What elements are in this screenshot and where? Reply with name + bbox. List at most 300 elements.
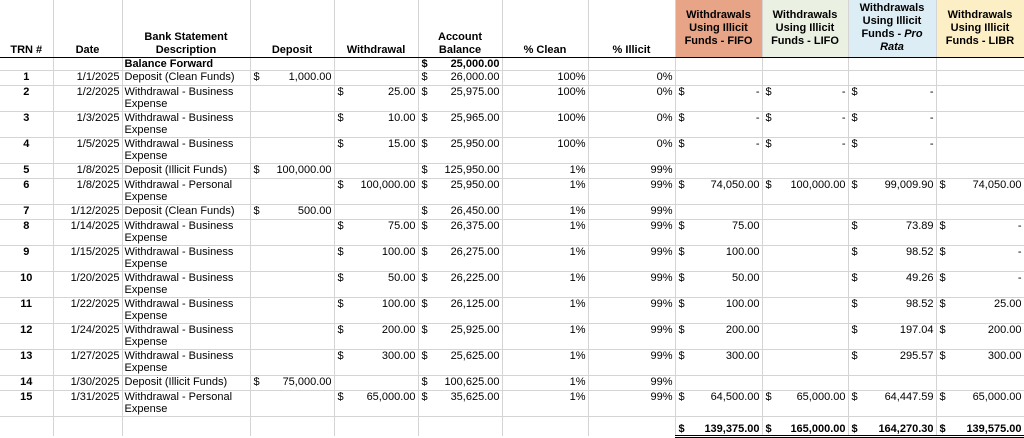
cell-illicit-percent[interactable]: 99% xyxy=(588,323,675,349)
cell-date[interactable]: 1/3/2025 xyxy=(53,111,122,137)
cell-deposit[interactable] xyxy=(250,390,334,416)
currency-symbol: $ xyxy=(421,349,428,362)
cell-date[interactable]: 1/14/2025 xyxy=(53,219,122,245)
cell-fifo[interactable] xyxy=(675,390,762,416)
cell-libr[interactable] xyxy=(936,323,1024,349)
header-deposit[interactable]: Deposit xyxy=(250,0,334,57)
cell-clean-percent[interactable]: 1% xyxy=(502,349,588,375)
cell-withdrawal-value: 15.00 xyxy=(387,137,416,150)
cell-pro-rata-value: 64,447.59 xyxy=(884,390,934,403)
currency-symbol: $ xyxy=(939,323,946,336)
cell-description[interactable]: Withdrawal - Business Expense xyxy=(122,323,250,349)
cell-illicit-percent[interactable]: 0% xyxy=(588,85,675,111)
cell-fifo[interactable] xyxy=(675,297,762,323)
table-row xyxy=(0,390,1024,416)
cell-account-balance-value: 26,375.00 xyxy=(450,219,500,232)
cell-deposit[interactable] xyxy=(250,163,334,178)
cell-account-balance-value: 26,275.00 xyxy=(450,245,500,258)
cell-pro-rata[interactable] xyxy=(848,204,936,219)
cell-libr[interactable] xyxy=(936,297,1024,323)
cell-account-balance[interactable] xyxy=(418,375,502,390)
cell-account-balance-value: 26,000.00 xyxy=(450,70,500,83)
cell-illicit-percent[interactable]: 0% xyxy=(588,137,675,163)
cell-illicit-percent[interactable]: 99% xyxy=(588,163,675,178)
cell-clean-percent[interactable]: 100% xyxy=(502,111,588,137)
cell-description[interactable]: Withdrawal - Business Expense xyxy=(122,219,250,245)
cell-illicit-percent[interactable]: 99% xyxy=(588,204,675,219)
currency-symbol: $ xyxy=(851,349,858,362)
cell-withdrawal[interactable] xyxy=(334,349,418,375)
cell-deposit[interactable] xyxy=(250,323,334,349)
cell-illicit[interactable] xyxy=(588,57,675,70)
cell-pro-rata-value: 99,009.90 xyxy=(884,178,934,191)
cell-account-balance[interactable] xyxy=(418,163,502,178)
table-row xyxy=(0,219,1024,245)
cell-libr[interactable] xyxy=(936,375,1024,390)
cell-libr[interactable] xyxy=(936,204,1024,219)
cell-lifo[interactable] xyxy=(762,137,848,163)
cell-description[interactable]: Deposit (Illicit Funds) xyxy=(122,375,250,390)
cell-date[interactable]: 1/20/2025 xyxy=(53,271,122,297)
cell-pro-rata[interactable] xyxy=(848,390,936,416)
currency-symbol: $ xyxy=(765,137,772,150)
currency-symbol: $ xyxy=(421,163,428,176)
cell-pro-rata[interactable] xyxy=(848,219,936,245)
cell-lifo[interactable] xyxy=(762,349,848,375)
currency-symbol: $ xyxy=(678,349,685,362)
cell-libr[interactable] xyxy=(936,390,1024,416)
cell-date[interactable]: 1/22/2025 xyxy=(53,297,122,323)
cell-libr[interactable] xyxy=(936,137,1024,163)
cell-account-balance-value: 25,625.00 xyxy=(450,349,500,362)
cell-pro-rata[interactable] xyxy=(848,163,936,178)
cell-pro-rata[interactable] xyxy=(848,111,936,137)
cell-empty[interactable] xyxy=(502,416,588,436)
cell-clean-percent[interactable]: 1% xyxy=(502,178,588,204)
currency-symbol: $ xyxy=(337,390,344,403)
cell-libr[interactable] xyxy=(936,57,1024,70)
cell-account-balance-value: 35,625.00 xyxy=(450,390,500,403)
cell-trn[interactable]: 7 xyxy=(0,204,53,219)
cell-lifo[interactable] xyxy=(762,375,848,390)
cell-libr[interactable] xyxy=(936,111,1024,137)
cell-pro-rata[interactable] xyxy=(848,57,936,70)
currency-symbol: $ xyxy=(337,297,344,310)
cell-withdrawal-value: 50.00 xyxy=(387,271,416,284)
header-trn[interactable]: TRN # xyxy=(0,0,53,57)
cell-pro-rata-value: 197.04 xyxy=(899,323,934,336)
cell-fifo-value: - xyxy=(755,137,760,150)
cell-lifo[interactable] xyxy=(762,204,848,219)
cell-date[interactable]: 1/5/2025 xyxy=(53,137,122,163)
cell-description[interactable]: Withdrawal - Business Expense xyxy=(122,297,250,323)
cell-pro-rata-value: 49.26 xyxy=(905,271,934,284)
header-withdrawal[interactable]: Withdrawal xyxy=(334,0,418,57)
cell-empty[interactable] xyxy=(0,416,53,436)
cell-date[interactable]: 1/31/2025 xyxy=(53,390,122,416)
cell-libr[interactable] xyxy=(936,271,1024,297)
currency-symbol: $ xyxy=(851,297,858,310)
cell-withdrawal[interactable] xyxy=(334,85,418,111)
cell-withdrawal[interactable] xyxy=(334,245,418,271)
cell-clean[interactable] xyxy=(502,57,588,70)
cell-account-balance[interactable] xyxy=(418,70,502,85)
currency-symbol: $ xyxy=(939,349,946,362)
cell-deposit[interactable] xyxy=(250,70,334,85)
cell-fifo[interactable] xyxy=(675,323,762,349)
total-lifo-value: 165,000.00 xyxy=(790,422,846,435)
balance-forward-label[interactable]: Balance Forward xyxy=(122,57,250,70)
currency-symbol: $ xyxy=(253,70,260,83)
cell-illicit-percent[interactable]: 99% xyxy=(588,219,675,245)
cell-withdrawal[interactable] xyxy=(334,70,418,85)
cell-empty[interactable] xyxy=(122,416,250,436)
cell-empty[interactable] xyxy=(334,416,418,436)
cell-lifo[interactable] xyxy=(762,111,848,137)
currency-symbol: $ xyxy=(678,245,685,258)
total-libr-value: 139,575.00 xyxy=(966,422,1022,435)
currency-symbol: $ xyxy=(765,111,772,124)
currency-symbol: $ xyxy=(851,219,858,232)
cell-pro-rata[interactable] xyxy=(848,323,936,349)
cell-clean-percent[interactable]: 1% xyxy=(502,163,588,178)
cell-illicit-percent[interactable]: 99% xyxy=(588,271,675,297)
cell-description[interactable]: Withdrawal - Business Expense xyxy=(122,245,250,271)
cell-date[interactable]: 1/15/2025 xyxy=(53,245,122,271)
cell-deposit[interactable] xyxy=(250,137,334,163)
cell-fifo-value: 300.00 xyxy=(725,349,760,362)
currency-symbol: $ xyxy=(851,390,858,403)
cell-pro-rata-value: - xyxy=(929,137,934,150)
header-libr[interactable]: Withdrawals Using Illicit Funds - LIBR xyxy=(936,0,1024,57)
cell-illicit-percent[interactable]: 0% xyxy=(588,111,675,137)
cell-account-balance[interactable] xyxy=(418,85,502,111)
cell-account-balance[interactable] xyxy=(418,111,502,137)
cell-fifo[interactable] xyxy=(675,375,762,390)
cell-libr[interactable] xyxy=(936,70,1024,85)
cell-description[interactable]: Withdrawal - Personal Expense xyxy=(122,390,250,416)
cell-pro-rata[interactable] xyxy=(848,375,936,390)
cell-illicit-percent[interactable]: 99% xyxy=(588,178,675,204)
cell-deposit[interactable] xyxy=(250,178,334,204)
header-illicit-percent[interactable]: % Illicit xyxy=(588,0,675,57)
cell-description[interactable]: Deposit (Clean Funds) xyxy=(122,70,250,85)
cell-withdrawal[interactable] xyxy=(334,57,418,70)
cell-trn[interactable]: 13 xyxy=(0,349,53,375)
cell-fifo[interactable] xyxy=(675,137,762,163)
currency-symbol: $ xyxy=(421,390,428,403)
cell-account-balance[interactable] xyxy=(418,204,502,219)
cell-lifo[interactable] xyxy=(762,163,848,178)
cell-clean-percent[interactable]: 1% xyxy=(502,297,588,323)
cell-account-balance-value: 26,125.00 xyxy=(450,297,500,310)
cell-account-balance[interactable] xyxy=(418,271,502,297)
table-row xyxy=(0,375,1024,390)
cell-lifo[interactable] xyxy=(762,70,848,85)
cell-account-balance[interactable] xyxy=(418,349,502,375)
cell-deposit[interactable] xyxy=(250,85,334,111)
cell-lifo[interactable] xyxy=(762,219,848,245)
cell-trn[interactable]: 4 xyxy=(0,137,53,163)
cell-description[interactable]: Withdrawal - Business Expense xyxy=(122,349,250,375)
cell-lifo[interactable] xyxy=(762,271,848,297)
cell-deposit[interactable] xyxy=(250,375,334,390)
cell-withdrawal[interactable] xyxy=(334,204,418,219)
cell-clean-percent[interactable]: 1% xyxy=(502,271,588,297)
cell-account-balance-value: 100,625.00 xyxy=(444,375,500,388)
cell-description[interactable]: Deposit (Clean Funds) xyxy=(122,204,250,219)
cell-deposit[interactable] xyxy=(250,204,334,219)
cell-fifo-value: 50.00 xyxy=(731,271,760,284)
balance-forward-amount[interactable] xyxy=(418,57,502,70)
cell-fifo[interactable] xyxy=(675,85,762,111)
currency-symbol: $ xyxy=(337,245,344,258)
cell-clean-percent[interactable]: 100% xyxy=(502,70,588,85)
cell-clean-percent[interactable]: 1% xyxy=(502,219,588,245)
cell-withdrawal[interactable] xyxy=(334,323,418,349)
cell-trn[interactable]: 15 xyxy=(0,390,53,416)
currency-symbol: $ xyxy=(851,85,858,98)
cell-trn[interactable]: 6 xyxy=(0,178,53,204)
cell-deposit[interactable] xyxy=(250,111,334,137)
currency-symbol: $ xyxy=(939,422,946,435)
cell-pro-rata[interactable] xyxy=(848,85,936,111)
currency-symbol: $ xyxy=(337,111,344,124)
total-fifo[interactable] xyxy=(675,416,762,436)
currency-symbol: $ xyxy=(337,271,344,284)
cell-trn[interactable]: 9 xyxy=(0,245,53,271)
cell-lifo[interactable] xyxy=(762,390,848,416)
total-pro-rata[interactable] xyxy=(848,416,936,436)
cell-withdrawal[interactable] xyxy=(334,271,418,297)
currency-symbol: $ xyxy=(765,390,772,403)
cell-deposit[interactable] xyxy=(250,349,334,375)
cell-fifo[interactable] xyxy=(675,271,762,297)
table-row xyxy=(0,178,1024,204)
header-date[interactable]: Date xyxy=(53,0,122,57)
cell-withdrawal[interactable] xyxy=(334,163,418,178)
cell-date[interactable]: 1/2/2025 xyxy=(53,85,122,111)
cell-fifo[interactable] xyxy=(675,178,762,204)
cell-clean-percent[interactable]: 1% xyxy=(502,204,588,219)
cell-withdrawal[interactable] xyxy=(334,297,418,323)
cell-trn[interactable] xyxy=(0,57,53,70)
cell-clean-percent[interactable]: 1% xyxy=(502,390,588,416)
cell-pro-rata[interactable] xyxy=(848,245,936,271)
cell-deposit[interactable] xyxy=(250,297,334,323)
cell-lifo[interactable] xyxy=(762,85,848,111)
cell-date[interactable]: 1/24/2025 xyxy=(53,323,122,349)
currency-symbol: $ xyxy=(678,323,685,336)
cell-deposit[interactable] xyxy=(250,219,334,245)
cell-lifo[interactable] xyxy=(762,178,848,204)
cell-fifo[interactable] xyxy=(675,204,762,219)
cell-date[interactable]: 1/8/2025 xyxy=(53,178,122,204)
currency-symbol: $ xyxy=(421,137,428,150)
cell-account-balance-value: 25,925.00 xyxy=(450,323,500,336)
currency-symbol: $ xyxy=(421,178,428,191)
cell-libr[interactable] xyxy=(936,245,1024,271)
cell-pro-rata[interactable] xyxy=(848,297,936,323)
currency-symbol: $ xyxy=(851,323,858,336)
cell-pro-rata[interactable] xyxy=(848,70,936,85)
header-pro-rata[interactable] xyxy=(848,0,936,57)
cell-trn[interactable]: 14 xyxy=(0,375,53,390)
cell-trn[interactable]: 1 xyxy=(0,70,53,85)
cell-account-balance[interactable] xyxy=(418,178,502,204)
cell-account-balance[interactable] xyxy=(418,137,502,163)
cell-lifo-value: - xyxy=(841,137,846,150)
cell-withdrawal[interactable] xyxy=(334,375,418,390)
cell-trn[interactable]: 3 xyxy=(0,111,53,137)
cell-empty[interactable] xyxy=(250,416,334,436)
cell-clean-percent[interactable]: 1% xyxy=(502,323,588,349)
cell-illicit-percent[interactable]: 99% xyxy=(588,245,675,271)
cell-description[interactable]: Deposit (Illicit Funds) xyxy=(122,163,250,178)
cell-pro-rata[interactable] xyxy=(848,271,936,297)
cell-deposit[interactable] xyxy=(250,271,334,297)
cell-fifo[interactable] xyxy=(675,111,762,137)
cell-date[interactable]: 1/27/2025 xyxy=(53,349,122,375)
cell-lifo[interactable] xyxy=(762,323,848,349)
cell-libr[interactable] xyxy=(936,219,1024,245)
cell-withdrawal-value: 75.00 xyxy=(387,219,416,232)
currency-symbol: $ xyxy=(421,375,428,388)
header-fifo[interactable]: Withdrawals Using Illicit Funds - FIFO xyxy=(675,0,762,57)
currency-symbol: $ xyxy=(851,111,858,124)
cell-deposit-value: 100,000.00 xyxy=(276,163,332,176)
currency-symbol: $ xyxy=(421,70,428,83)
currency-symbol: $ xyxy=(939,219,946,232)
cell-fifo[interactable] xyxy=(675,349,762,375)
cell-trn[interactable]: 11 xyxy=(0,297,53,323)
cell-withdrawal[interactable] xyxy=(334,137,418,163)
table-row xyxy=(0,323,1024,349)
cell-libr[interactable] xyxy=(936,85,1024,111)
statement-body xyxy=(0,57,1024,416)
total-lifo[interactable] xyxy=(762,416,848,436)
cell-clean-percent[interactable]: 1% xyxy=(502,375,588,390)
cell-fifo[interactable] xyxy=(675,57,762,70)
currency-symbol: $ xyxy=(939,245,946,258)
cell-description[interactable]: Withdrawal - Business Expense xyxy=(122,85,250,111)
currency-symbol: $ xyxy=(421,204,428,217)
cell-fifo-value: 74,050.00 xyxy=(710,178,760,191)
currency-symbol: $ xyxy=(851,245,858,258)
cell-deposit[interactable] xyxy=(250,57,334,70)
cell-libr[interactable] xyxy=(936,163,1024,178)
header-pro-rata-emphasis: Pro Rata xyxy=(880,28,923,54)
cell-withdrawal-value: 100.00 xyxy=(381,245,416,258)
cell-clean-percent[interactable]: 100% xyxy=(502,137,588,163)
cell-account-balance-value: 25,965.00 xyxy=(450,111,500,124)
currency-symbol: $ xyxy=(851,271,858,284)
cell-trn[interactable]: 8 xyxy=(0,219,53,245)
cell-description[interactable]: Withdrawal - Business Expense xyxy=(122,137,250,163)
cell-illicit-percent[interactable]: 99% xyxy=(588,390,675,416)
table-row xyxy=(0,137,1024,163)
cell-trn[interactable]: 12 xyxy=(0,323,53,349)
header-clean-percent[interactable]: % Clean xyxy=(502,0,588,57)
header-account-balance[interactable]: Account Balance xyxy=(418,0,502,57)
cell-date[interactable]: 1/1/2025 xyxy=(53,70,122,85)
currency-symbol: $ xyxy=(939,390,946,403)
cell-description[interactable]: Withdrawal - Personal Expense xyxy=(122,178,250,204)
cell-fifo[interactable] xyxy=(675,163,762,178)
currency-symbol: $ xyxy=(421,297,428,310)
currency-symbol: $ xyxy=(678,85,685,98)
cell-pro-rata[interactable] xyxy=(848,137,936,163)
cell-date[interactable]: 1/12/2025 xyxy=(53,204,122,219)
cell-clean-percent[interactable]: 100% xyxy=(502,85,588,111)
cell-illicit-percent[interactable]: 99% xyxy=(588,375,675,390)
cell-fifo[interactable] xyxy=(675,245,762,271)
cell-lifo[interactable] xyxy=(762,297,848,323)
header-lifo[interactable]: Withdrawals Using Illicit Funds - LIFO xyxy=(762,0,848,57)
cell-trn[interactable]: 5 xyxy=(0,163,53,178)
cell-trn[interactable]: 10 xyxy=(0,271,53,297)
cell-libr[interactable] xyxy=(936,349,1024,375)
cell-illicit-percent[interactable]: 99% xyxy=(588,297,675,323)
cell-lifo[interactable] xyxy=(762,57,848,70)
cell-account-balance[interactable] xyxy=(418,297,502,323)
cell-libr[interactable] xyxy=(936,178,1024,204)
total-libr[interactable] xyxy=(936,416,1024,436)
cell-description[interactable]: Withdrawal - Business Expense xyxy=(122,271,250,297)
cell-date[interactable]: 1/8/2025 xyxy=(53,163,122,178)
cell-date[interactable]: 1/30/2025 xyxy=(53,375,122,390)
currency-symbol: $ xyxy=(678,422,685,435)
cell-account-balance[interactable] xyxy=(418,390,502,416)
header-description[interactable]: Bank Statement Description xyxy=(122,0,250,57)
cell-deposit-value: 500.00 xyxy=(297,204,332,217)
cell-withdrawal[interactable] xyxy=(334,111,418,137)
cell-empty[interactable] xyxy=(418,416,502,436)
cell-deposit[interactable] xyxy=(250,245,334,271)
cell-date[interactable] xyxy=(53,57,122,70)
cell-clean-percent[interactable]: 1% xyxy=(502,245,588,271)
cell-account-balance[interactable] xyxy=(418,323,502,349)
cell-trn[interactable]: 2 xyxy=(0,85,53,111)
cell-withdrawal[interactable] xyxy=(334,390,418,416)
cell-illicit-percent[interactable]: 0% xyxy=(588,70,675,85)
cell-pro-rata[interactable] xyxy=(848,349,936,375)
cell-account-balance[interactable] xyxy=(418,245,502,271)
cell-deposit-value: 75,000.00 xyxy=(282,375,332,388)
currency-symbol: $ xyxy=(253,375,260,388)
cell-pro-rata[interactable] xyxy=(848,178,936,204)
cell-withdrawal[interactable] xyxy=(334,219,418,245)
cell-empty[interactable] xyxy=(53,416,122,436)
currency-symbol: $ xyxy=(939,271,946,284)
cell-lifo[interactable] xyxy=(762,245,848,271)
cell-fifo[interactable] xyxy=(675,219,762,245)
currency-symbol: $ xyxy=(421,245,428,258)
cell-libr-value: 65,000.00 xyxy=(972,390,1022,403)
table-row xyxy=(0,111,1024,137)
currency-symbol: $ xyxy=(421,111,428,124)
cell-fifo[interactable] xyxy=(675,70,762,85)
cell-account-balance[interactable] xyxy=(418,219,502,245)
cell-illicit-percent[interactable]: 99% xyxy=(588,349,675,375)
cell-withdrawal[interactable] xyxy=(334,178,418,204)
currency-symbol: $ xyxy=(253,163,260,176)
cell-empty[interactable] xyxy=(588,416,675,436)
currency-symbol: $ xyxy=(337,219,344,232)
cell-description[interactable]: Withdrawal - Business Expense xyxy=(122,111,250,137)
currency-symbol: $ xyxy=(678,137,685,150)
currency-symbol: $ xyxy=(678,111,685,124)
